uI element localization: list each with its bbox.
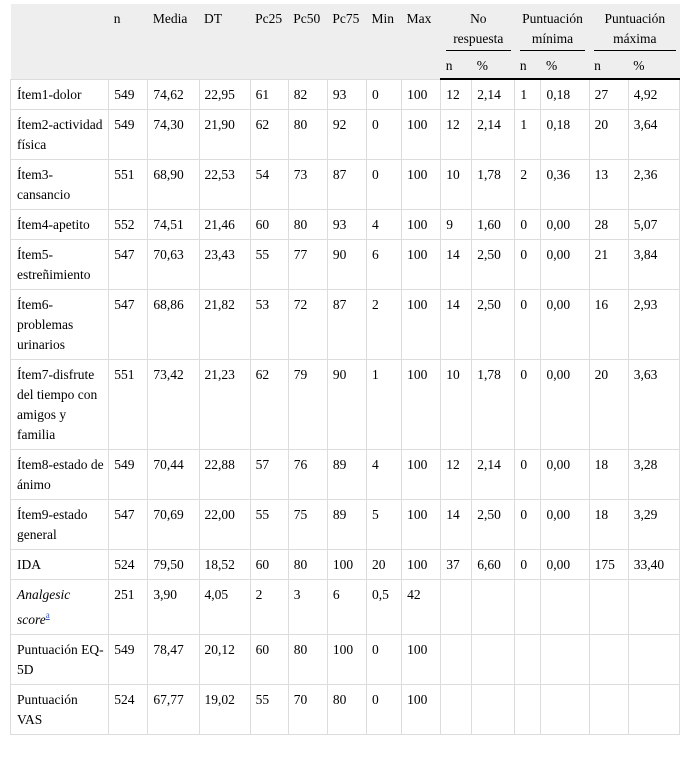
cell-media: 79,50 bbox=[148, 550, 199, 580]
cell-nr-pct: 2,50 bbox=[472, 240, 515, 290]
cell-n: 549 bbox=[109, 110, 148, 160]
row-label-text: Ítem2-actividad física bbox=[17, 117, 103, 152]
cell-n: 549 bbox=[109, 635, 148, 685]
cell-min: 6 bbox=[367, 240, 402, 290]
cell-pc50: 72 bbox=[288, 290, 327, 360]
row-label bbox=[11, 160, 109, 210]
cell-pmax-pct bbox=[628, 580, 679, 635]
cell-pc50: 70 bbox=[288, 685, 327, 735]
row-label-text: IDA bbox=[17, 557, 41, 572]
cell-pmin-pct: 0,00 bbox=[541, 210, 589, 240]
cell-n: 547 bbox=[109, 290, 148, 360]
row-label-text: Ítem5-estreñimiento bbox=[17, 247, 91, 282]
table-row bbox=[11, 240, 680, 290]
row-label bbox=[11, 360, 109, 450]
cell-pmax-pct: 3,64 bbox=[628, 110, 679, 160]
cell-pmax-n bbox=[589, 635, 628, 685]
header-puntuacion-minima bbox=[515, 4, 589, 54]
row-label-text: Ítem8-estado de ánimo bbox=[17, 457, 104, 492]
cell-pc75: 6 bbox=[327, 580, 366, 635]
cell-pmax-n: 175 bbox=[589, 550, 628, 580]
cell-pc75: 90 bbox=[327, 240, 366, 290]
cell-min: 1 bbox=[367, 360, 402, 450]
cell-nr-pct: 2,14 bbox=[472, 79, 515, 110]
cell-dt: 21,46 bbox=[199, 210, 250, 240]
header-pc75: Pc75 bbox=[327, 4, 366, 79]
cell-media: 70,69 bbox=[148, 500, 199, 550]
cell-dt: 21,23 bbox=[199, 360, 250, 450]
row-label bbox=[11, 210, 109, 240]
cell-pc25: 62 bbox=[250, 110, 288, 160]
cell-nr-n: 37 bbox=[441, 550, 472, 580]
cell-pc75: 90 bbox=[327, 360, 366, 450]
cell-min: 4 bbox=[367, 210, 402, 240]
cell-pc25: 61 bbox=[250, 79, 288, 110]
row-label bbox=[11, 450, 109, 500]
cell-pmax-pct: 5,07 bbox=[628, 210, 679, 240]
cell-max: 100 bbox=[402, 160, 441, 210]
cell-max: 100 bbox=[402, 110, 441, 160]
cell-max: 100 bbox=[402, 635, 441, 685]
cell-min: 0 bbox=[367, 685, 402, 735]
row-label bbox=[11, 110, 109, 160]
cell-pc75: 80 bbox=[327, 685, 366, 735]
row-label bbox=[11, 580, 109, 635]
cell-dt: 23,43 bbox=[199, 240, 250, 290]
row-label bbox=[11, 79, 109, 110]
cell-pc75: 93 bbox=[327, 210, 366, 240]
cell-pc50: 75 bbox=[288, 500, 327, 550]
cell-n: 547 bbox=[109, 240, 148, 290]
cell-nr-n bbox=[441, 580, 472, 635]
cell-n: 552 bbox=[109, 210, 148, 240]
cell-min: 5 bbox=[367, 500, 402, 550]
cell-media: 73,42 bbox=[148, 360, 199, 450]
cell-pmin-pct bbox=[541, 580, 589, 635]
row-label bbox=[11, 685, 109, 735]
cell-min: 0 bbox=[367, 79, 402, 110]
cell-nr-pct: 1,78 bbox=[472, 360, 515, 450]
cell-pmin-pct bbox=[541, 685, 589, 735]
cell-nr-pct: 1,78 bbox=[472, 160, 515, 210]
cell-pc25: 55 bbox=[250, 240, 288, 290]
cell-pc25: 55 bbox=[250, 500, 288, 550]
table-row bbox=[11, 210, 680, 240]
cell-n: 524 bbox=[109, 685, 148, 735]
cell-pmin-pct: 0,00 bbox=[541, 240, 589, 290]
table-row bbox=[11, 580, 680, 635]
cell-max: 100 bbox=[402, 79, 441, 110]
header-nr-n: n bbox=[441, 54, 472, 79]
cell-media: 3,90 bbox=[148, 580, 199, 635]
header-n: n bbox=[109, 4, 148, 79]
cell-media: 74,30 bbox=[148, 110, 199, 160]
cell-n: 551 bbox=[109, 160, 148, 210]
table-row bbox=[11, 685, 680, 735]
cell-n: 549 bbox=[109, 79, 148, 110]
row-label-text: Analgesic score bbox=[17, 587, 71, 627]
cell-max: 100 bbox=[402, 450, 441, 500]
cell-pmax-pct: 3,63 bbox=[628, 360, 679, 450]
cell-pmax-n: 27 bbox=[589, 79, 628, 110]
footnote-link[interactable]: a bbox=[45, 610, 50, 620]
row-label-text: Puntuación EQ-5D bbox=[17, 642, 104, 677]
cell-pmax-n: 16 bbox=[589, 290, 628, 360]
cell-media: 74,62 bbox=[148, 79, 199, 110]
header-pc50: Pc50 bbox=[288, 4, 327, 79]
cell-max: 100 bbox=[402, 360, 441, 450]
cell-pmin-n: 0 bbox=[515, 550, 541, 580]
cell-max: 100 bbox=[402, 290, 441, 360]
cell-pmin-pct: 0,18 bbox=[541, 110, 589, 160]
header-max: Max bbox=[402, 4, 441, 79]
table-row bbox=[11, 160, 680, 210]
cell-min: 4 bbox=[367, 450, 402, 500]
cell-pmin-n bbox=[515, 580, 541, 635]
cell-n: 524 bbox=[109, 550, 148, 580]
cell-min: 20 bbox=[367, 550, 402, 580]
cell-pc50: 80 bbox=[288, 635, 327, 685]
cell-n: 551 bbox=[109, 360, 148, 450]
header-no-respuesta bbox=[441, 4, 515, 54]
cell-nr-n: 14 bbox=[441, 290, 472, 360]
cell-pc75: 100 bbox=[327, 550, 366, 580]
cell-nr-n: 12 bbox=[441, 79, 472, 110]
header-no-respuesta-label: No respuesta bbox=[446, 9, 511, 51]
cell-nr-pct: 2,50 bbox=[472, 500, 515, 550]
cell-media: 70,44 bbox=[148, 450, 199, 500]
cell-dt: 19,02 bbox=[199, 685, 250, 735]
cell-pc50: 76 bbox=[288, 450, 327, 500]
cell-pmin-n: 1 bbox=[515, 79, 541, 110]
cell-nr-n: 14 bbox=[441, 240, 472, 290]
table-row bbox=[11, 360, 680, 450]
cell-pmin-n: 0 bbox=[515, 210, 541, 240]
cell-pc50: 79 bbox=[288, 360, 327, 450]
table-row bbox=[11, 550, 680, 580]
cell-pc75: 93 bbox=[327, 79, 366, 110]
cell-pc25: 60 bbox=[250, 635, 288, 685]
cell-max: 100 bbox=[402, 210, 441, 240]
cell-pc50: 80 bbox=[288, 110, 327, 160]
cell-dt: 22,88 bbox=[199, 450, 250, 500]
header-puntuacion-maxima-label: Puntuación máxima bbox=[594, 9, 675, 51]
row-label-text: Puntuación VAS bbox=[17, 692, 78, 727]
cell-n: 549 bbox=[109, 450, 148, 500]
cell-pmin-pct: 0,36 bbox=[541, 160, 589, 210]
cell-min: 0 bbox=[367, 635, 402, 685]
cell-pc75: 87 bbox=[327, 290, 366, 360]
cell-dt: 22,00 bbox=[199, 500, 250, 550]
cell-pc25: 60 bbox=[250, 210, 288, 240]
cell-nr-n: 12 bbox=[441, 450, 472, 500]
cell-pmax-n: 21 bbox=[589, 240, 628, 290]
cell-max: 42 bbox=[402, 580, 441, 635]
cell-pmin-pct: 0,00 bbox=[541, 290, 589, 360]
row-label bbox=[11, 240, 109, 290]
cell-pc75: 100 bbox=[327, 635, 366, 685]
cell-pmax-pct: 4,92 bbox=[628, 79, 679, 110]
cell-nr-pct: 2,14 bbox=[472, 450, 515, 500]
cell-min: 0 bbox=[367, 160, 402, 210]
cell-media: 78,47 bbox=[148, 635, 199, 685]
cell-pc25: 55 bbox=[250, 685, 288, 735]
cell-pmax-pct: 3,84 bbox=[628, 240, 679, 290]
cell-pmin-pct: 0,00 bbox=[541, 450, 589, 500]
cell-pmax-n bbox=[589, 685, 628, 735]
cell-dt: 21,82 bbox=[199, 290, 250, 360]
header-dt: DT bbox=[199, 4, 250, 79]
cell-pc75: 92 bbox=[327, 110, 366, 160]
cell-pc75: 89 bbox=[327, 450, 366, 500]
header-puntuacion-minima-label: Puntuación mínima bbox=[520, 9, 585, 51]
table-row bbox=[11, 500, 680, 550]
cell-max: 100 bbox=[402, 500, 441, 550]
row-label bbox=[11, 550, 109, 580]
cell-max: 100 bbox=[402, 240, 441, 290]
table-row bbox=[11, 290, 680, 360]
cell-max: 100 bbox=[402, 550, 441, 580]
table-row bbox=[11, 110, 680, 160]
cell-pc25: 62 bbox=[250, 360, 288, 450]
statistics-table bbox=[10, 4, 680, 735]
cell-pmax-n: 18 bbox=[589, 500, 628, 550]
cell-pmax-n: 13 bbox=[589, 160, 628, 210]
table-row bbox=[11, 79, 680, 110]
cell-max: 100 bbox=[402, 685, 441, 735]
row-label bbox=[11, 500, 109, 550]
cell-pmax-pct: 33,40 bbox=[628, 550, 679, 580]
cell-pc25: 53 bbox=[250, 290, 288, 360]
cell-nr-n: 10 bbox=[441, 160, 472, 210]
cell-nr-n: 14 bbox=[441, 500, 472, 550]
cell-nr-n bbox=[441, 685, 472, 735]
cell-pc50: 77 bbox=[288, 240, 327, 290]
cell-nr-pct bbox=[472, 580, 515, 635]
cell-nr-pct: 1,60 bbox=[472, 210, 515, 240]
cell-min: 0,5 bbox=[367, 580, 402, 635]
cell-pmin-n: 2 bbox=[515, 160, 541, 210]
cell-nr-n bbox=[441, 635, 472, 685]
cell-pc50: 80 bbox=[288, 550, 327, 580]
cell-nr-n: 10 bbox=[441, 360, 472, 450]
table-body bbox=[11, 79, 680, 735]
cell-n: 251 bbox=[109, 580, 148, 635]
cell-pc25: 54 bbox=[250, 160, 288, 210]
cell-nr-pct: 2,14 bbox=[472, 110, 515, 160]
cell-pmax-n: 18 bbox=[589, 450, 628, 500]
cell-nr-pct bbox=[472, 635, 515, 685]
cell-media: 74,51 bbox=[148, 210, 199, 240]
cell-pmax-n: 28 bbox=[589, 210, 628, 240]
cell-pmin-n bbox=[515, 685, 541, 735]
row-label bbox=[11, 635, 109, 685]
cell-pmax-n: 20 bbox=[589, 360, 628, 450]
header-empty bbox=[11, 4, 109, 79]
cell-media: 67,77 bbox=[148, 685, 199, 735]
cell-pmin-pct: 0,18 bbox=[541, 79, 589, 110]
cell-media: 68,90 bbox=[148, 160, 199, 210]
cell-pc50: 3 bbox=[288, 580, 327, 635]
cell-pmax-n bbox=[589, 580, 628, 635]
cell-nr-n: 12 bbox=[441, 110, 472, 160]
cell-pmin-n: 0 bbox=[515, 240, 541, 290]
cell-n: 547 bbox=[109, 500, 148, 550]
cell-pmin-pct: 0,00 bbox=[541, 500, 589, 550]
cell-dt: 21,90 bbox=[199, 110, 250, 160]
cell-pmin-n bbox=[515, 635, 541, 685]
cell-pmax-pct bbox=[628, 635, 679, 685]
table-header bbox=[11, 4, 680, 79]
cell-pmax-pct bbox=[628, 685, 679, 735]
header-nr-pct: % bbox=[472, 54, 515, 79]
cell-media: 68,86 bbox=[148, 290, 199, 360]
row-label bbox=[11, 290, 109, 360]
cell-pmin-pct: 0,00 bbox=[541, 360, 589, 450]
cell-pmin-n: 0 bbox=[515, 290, 541, 360]
header-puntuacion-maxima bbox=[589, 4, 679, 54]
cell-pmax-pct: 3,29 bbox=[628, 500, 679, 550]
row-label-text: Ítem1-dolor bbox=[17, 86, 82, 102]
cell-pc25: 60 bbox=[250, 550, 288, 580]
row-label-text: Ítem7-disfrute del tiempo con amigos y familia bbox=[17, 367, 98, 442]
cell-pc50: 73 bbox=[288, 160, 327, 210]
row-label-text: Ítem6-problemas urinarios bbox=[17, 297, 74, 352]
header-pc25: Pc25 bbox=[250, 4, 288, 79]
cell-nr-pct bbox=[472, 685, 515, 735]
cell-dt: 22,95 bbox=[199, 79, 250, 110]
row-label-text: Ítem4-apetito bbox=[17, 217, 90, 232]
cell-pmin-n: 0 bbox=[515, 360, 541, 450]
cell-pmax-pct: 2,93 bbox=[628, 290, 679, 360]
cell-nr-pct: 6,60 bbox=[472, 550, 515, 580]
cell-dt: 20,12 bbox=[199, 635, 250, 685]
header-pmin-n: n bbox=[515, 54, 541, 79]
cell-pmin-n: 0 bbox=[515, 450, 541, 500]
header-min: Min bbox=[367, 4, 402, 79]
cell-nr-n: 9 bbox=[441, 210, 472, 240]
table-wrapper bbox=[10, 4, 680, 735]
cell-pc25: 57 bbox=[250, 450, 288, 500]
cell-media: 70,63 bbox=[148, 240, 199, 290]
cell-min: 2 bbox=[367, 290, 402, 360]
cell-pc50: 82 bbox=[288, 79, 327, 110]
cell-pmin-pct: 0,00 bbox=[541, 550, 589, 580]
cell-pmax-pct: 2,36 bbox=[628, 160, 679, 210]
cell-pmin-pct bbox=[541, 635, 589, 685]
cell-pc75: 87 bbox=[327, 160, 366, 210]
row-label-text: Ítem3-cansancio bbox=[17, 167, 71, 202]
cell-dt: 4,05 bbox=[199, 580, 250, 635]
cell-dt: 18,52 bbox=[199, 550, 250, 580]
header-pmax-n: n bbox=[589, 54, 628, 79]
cell-pc25: 2 bbox=[250, 580, 288, 635]
cell-pc75: 89 bbox=[327, 500, 366, 550]
cell-pmin-n: 0 bbox=[515, 500, 541, 550]
header-pmax-pct: % bbox=[628, 54, 679, 79]
cell-pc50: 80 bbox=[288, 210, 327, 240]
table-row bbox=[11, 635, 680, 685]
header-media: Media bbox=[148, 4, 199, 79]
table-row bbox=[11, 450, 680, 500]
cell-pmin-n: 1 bbox=[515, 110, 541, 160]
cell-pmax-pct: 3,28 bbox=[628, 450, 679, 500]
cell-pmax-n: 20 bbox=[589, 110, 628, 160]
cell-min: 0 bbox=[367, 110, 402, 160]
cell-dt: 22,53 bbox=[199, 160, 250, 210]
cell-nr-pct: 2,50 bbox=[472, 290, 515, 360]
row-label-text: Ítem9-estado general bbox=[17, 507, 88, 542]
header-pmin-pct: % bbox=[541, 54, 589, 79]
